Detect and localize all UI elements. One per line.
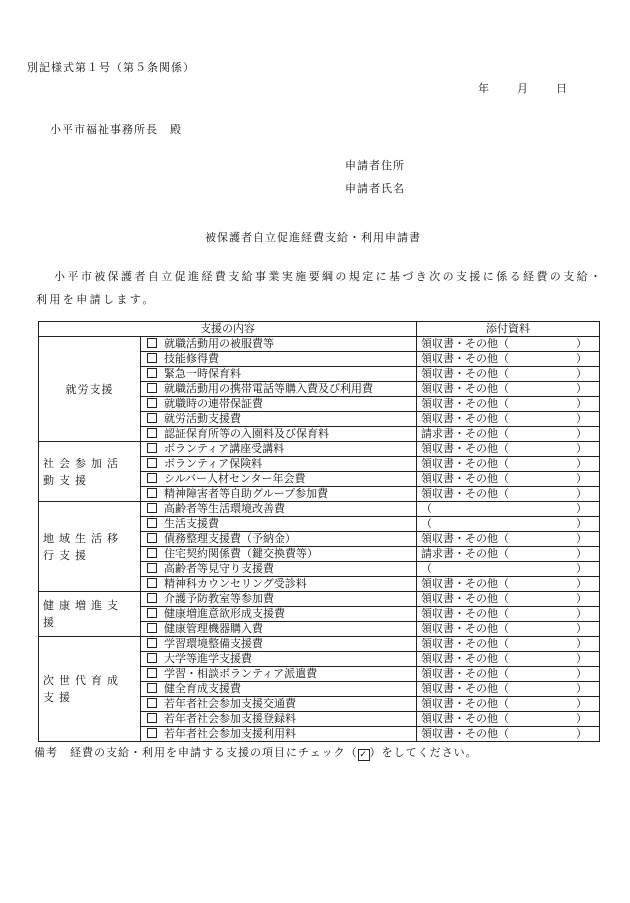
attachment-cell bbox=[417, 547, 600, 562]
attachment-label: 領収書・その他（ bbox=[421, 337, 509, 350]
attachment-cell bbox=[417, 712, 600, 727]
checkbox[interactable] bbox=[147, 368, 157, 378]
support-item-label: シルバー人材センター年会費 bbox=[164, 472, 306, 485]
attachment-label: 領収書・その他（ bbox=[421, 577, 509, 590]
support-table bbox=[38, 321, 600, 742]
support-item-label: 就職活動用の被服費等 bbox=[164, 337, 274, 350]
checkbox[interactable] bbox=[147, 713, 157, 723]
support-item-label: 介護予防教室等参加費 bbox=[164, 592, 274, 605]
support-item-label: 若年者社会参加支援交通費 bbox=[164, 697, 296, 710]
table-row bbox=[39, 592, 600, 607]
attachment-label: 領収書・その他（ bbox=[421, 607, 509, 620]
category-cell: 地域生活移行支援 bbox=[39, 502, 141, 592]
attachment-cell bbox=[417, 682, 600, 697]
support-item bbox=[141, 382, 417, 397]
attachment-close-paren: ） bbox=[576, 352, 587, 365]
support-item bbox=[141, 727, 417, 742]
attachment-close-paren: ） bbox=[576, 652, 587, 665]
support-item bbox=[141, 667, 417, 682]
attachment-label: 領収書・その他（ bbox=[421, 397, 509, 410]
attachment-cell bbox=[417, 622, 600, 637]
attachment-cell bbox=[417, 697, 600, 712]
support-item bbox=[141, 652, 417, 667]
attachment-cell bbox=[417, 337, 600, 352]
attachment-label: （ bbox=[421, 562, 432, 575]
attachment-cell bbox=[417, 427, 600, 442]
date-day-label: 日 bbox=[556, 82, 567, 95]
table-row bbox=[39, 442, 600, 457]
checkbox[interactable] bbox=[147, 503, 157, 513]
attachment-cell bbox=[417, 457, 600, 472]
support-item bbox=[141, 562, 417, 577]
attachment-cell bbox=[417, 382, 600, 397]
support-item-label: 高齢者等見守り支援費 bbox=[164, 562, 274, 575]
attachment-close-paren: ） bbox=[576, 382, 587, 395]
support-item-label: 精神科カウンセリング受診料 bbox=[164, 577, 307, 590]
support-item-label: 債務整理支援費（予納金） bbox=[164, 532, 296, 545]
attachment-label: 領収書・その他（ bbox=[421, 442, 509, 455]
support-item-label: 認証保育所等の入園料及び保育料 bbox=[164, 427, 329, 440]
support-item bbox=[141, 442, 417, 457]
support-item-label: ボランティア保険料 bbox=[164, 457, 263, 470]
support-item-label: 住宅契約関係費（鍵交換費等） bbox=[164, 547, 318, 560]
date-year-label: 年 bbox=[478, 82, 489, 95]
support-item-label: 健康増進意欲形成支援費 bbox=[164, 607, 285, 620]
attachment-label: 領収書・その他（ bbox=[421, 487, 509, 500]
support-item bbox=[141, 607, 417, 622]
attachment-cell bbox=[417, 577, 600, 592]
attachment-cell bbox=[417, 652, 600, 667]
addressee: 小平市福祉事務所長 殿 bbox=[50, 123, 182, 136]
support-item bbox=[141, 487, 417, 502]
table-row bbox=[39, 502, 600, 517]
checkbox[interactable] bbox=[147, 728, 157, 738]
attachment-close-paren: ） bbox=[576, 412, 587, 425]
attachment-close-paren: ） bbox=[576, 577, 587, 590]
support-item bbox=[141, 592, 417, 607]
checkbox[interactable] bbox=[147, 383, 157, 393]
checkbox[interactable] bbox=[147, 398, 157, 408]
checkbox[interactable] bbox=[147, 413, 157, 423]
attachment-label: 領収書・その他（ bbox=[421, 667, 509, 680]
support-item bbox=[141, 682, 417, 697]
support-item-label: 就職活動用の携帯電話等購入費及び利用費 bbox=[164, 382, 373, 395]
attachment-close-paren: ） bbox=[576, 472, 587, 485]
support-item-label: 高齢者等生活環境改善費 bbox=[164, 502, 285, 515]
support-item bbox=[141, 337, 417, 352]
attachment-close-paren: ） bbox=[576, 712, 587, 725]
attachment-close-paren: ） bbox=[576, 502, 587, 515]
support-item-label: 大学等進学支援費 bbox=[164, 652, 252, 665]
attachment-cell bbox=[417, 607, 600, 622]
document-title: 被保護者自立促進経費支給・利用申請書 bbox=[205, 231, 421, 244]
attachment-label: 領収書・その他（ bbox=[421, 412, 509, 425]
attachment-cell bbox=[417, 487, 600, 502]
support-item bbox=[141, 367, 417, 382]
note-suffix: ）をしてください。 bbox=[369, 746, 478, 759]
attachment-label: （ bbox=[421, 517, 432, 530]
attachment-label: 領収書・その他（ bbox=[421, 652, 509, 665]
checkbox[interactable] bbox=[147, 488, 157, 498]
attachment-close-paren: ） bbox=[576, 682, 587, 695]
support-item-label: 健康管理機器購入費 bbox=[164, 622, 263, 635]
checkbox[interactable] bbox=[147, 623, 157, 633]
attachment-cell bbox=[417, 502, 600, 517]
date-month-label: 月 bbox=[517, 82, 528, 95]
checkbox[interactable] bbox=[147, 563, 157, 573]
category-cell: 次世代育成支援 bbox=[39, 637, 141, 742]
checkbox[interactable] bbox=[147, 428, 157, 438]
attachment-close-paren: ） bbox=[576, 667, 587, 680]
checkbox[interactable] bbox=[147, 548, 157, 558]
support-item bbox=[141, 352, 417, 367]
note-prefix: 備考 経費の支給・利用を申請する支援の項目にチェック（ bbox=[34, 746, 358, 759]
attachment-close-paren: ） bbox=[576, 622, 587, 635]
attachment-cell bbox=[417, 352, 600, 367]
support-item bbox=[141, 622, 417, 637]
support-item bbox=[141, 397, 417, 412]
attachment-close-paren: ） bbox=[576, 562, 587, 575]
attachment-close-paren: ） bbox=[576, 337, 587, 350]
support-item bbox=[141, 472, 417, 487]
support-item-label: 若年者社会参加支援利用料 bbox=[164, 727, 296, 740]
checkbox[interactable] bbox=[147, 698, 157, 708]
attachment-close-paren: ） bbox=[576, 487, 587, 500]
attachment-cell bbox=[417, 637, 600, 652]
attachment-close-paren: ） bbox=[576, 397, 587, 410]
attachment-label: 領収書・その他（ bbox=[421, 682, 509, 695]
attachment-cell bbox=[417, 667, 600, 682]
support-item-label: 緊急一時保育料 bbox=[164, 367, 241, 380]
table-header-row bbox=[39, 322, 600, 337]
checkbox[interactable] bbox=[147, 593, 157, 603]
form-number: 別記様式第１号（第５条関係） bbox=[27, 61, 195, 74]
support-item-label: 技能修得費 bbox=[164, 352, 219, 365]
attachment-close-paren: ） bbox=[576, 727, 587, 740]
attachment-cell bbox=[417, 727, 600, 742]
support-item bbox=[141, 457, 417, 472]
attachment-cell bbox=[417, 412, 600, 427]
checkbox[interactable] bbox=[147, 533, 157, 543]
support-item-label: ボランティア講座受講料 bbox=[164, 442, 285, 455]
support-item bbox=[141, 547, 417, 562]
attachment-label: 領収書・その他（ bbox=[421, 727, 509, 740]
attachment-cell bbox=[417, 397, 600, 412]
checkbox[interactable] bbox=[147, 353, 157, 363]
table-row bbox=[39, 337, 600, 352]
attachment-close-paren: ） bbox=[576, 427, 587, 440]
attachment-close-paren: ） bbox=[576, 367, 587, 380]
attachment-close-paren: ） bbox=[576, 442, 587, 455]
support-item bbox=[141, 517, 417, 532]
attachment-label: 領収書・その他（ bbox=[421, 472, 509, 485]
support-item bbox=[141, 502, 417, 517]
checkbox[interactable] bbox=[147, 473, 157, 483]
note bbox=[34, 744, 478, 761]
support-item bbox=[141, 412, 417, 427]
attachment-label: 領収書・その他（ bbox=[421, 637, 509, 650]
attachment-close-paren: ） bbox=[576, 637, 587, 650]
category-cell: 社会参加活動支援 bbox=[39, 442, 141, 502]
attachment-label: 領収書・その他（ bbox=[421, 367, 509, 380]
attachment-cell bbox=[417, 562, 600, 577]
attachment-label: 領収書・その他（ bbox=[421, 592, 509, 605]
header-docs: 添付資料 bbox=[417, 322, 600, 337]
support-item bbox=[141, 427, 417, 442]
support-item-label: 就労活動支援費 bbox=[164, 412, 241, 425]
checkbox[interactable] bbox=[147, 458, 157, 468]
checkbox[interactable] bbox=[147, 668, 157, 678]
attachment-cell bbox=[417, 442, 600, 457]
attachment-cell bbox=[417, 532, 600, 547]
check-mark-icon: ✓ bbox=[359, 750, 368, 760]
attachment-close-paren: ） bbox=[576, 457, 587, 470]
attachment-label: 領収書・その他（ bbox=[421, 622, 509, 635]
applicant-address-label: 申請者住所 bbox=[345, 159, 405, 172]
attachment-cell bbox=[417, 367, 600, 382]
attachment-close-paren: ） bbox=[576, 697, 587, 710]
checkbox[interactable] bbox=[147, 608, 157, 618]
attachment-close-paren: ） bbox=[576, 517, 587, 530]
checkbox[interactable] bbox=[147, 638, 157, 648]
attachment-label: 領収書・その他（ bbox=[421, 697, 509, 710]
attachment-label: 請求書・その他（ bbox=[421, 427, 509, 440]
attachment-label: 領収書・その他（ bbox=[421, 712, 509, 725]
checkbox[interactable] bbox=[147, 338, 157, 348]
checkbox[interactable] bbox=[147, 683, 157, 693]
support-item-label: 若年者社会参加支援登録料 bbox=[164, 712, 296, 725]
support-item-label: 学習環境整備支援費 bbox=[164, 637, 263, 650]
attachment-close-paren: ） bbox=[576, 547, 587, 560]
attachment-label: 領収書・その他（ bbox=[421, 352, 509, 365]
category-cell: 就労支援 bbox=[39, 337, 141, 442]
attachment-cell bbox=[417, 517, 600, 532]
checkbox[interactable] bbox=[147, 578, 157, 588]
support-item bbox=[141, 712, 417, 727]
category-cell: 健康増進支援 bbox=[39, 592, 141, 637]
attachment-label: （ bbox=[421, 502, 432, 515]
support-item-label: 生活支援費 bbox=[164, 517, 219, 530]
header-support: 支援の内容 bbox=[39, 322, 417, 337]
support-item-label: 健全育成支援費 bbox=[164, 682, 241, 695]
attachment-close-paren: ） bbox=[576, 532, 587, 545]
attachment-label: 領収書・その他（ bbox=[421, 382, 509, 395]
date-line bbox=[478, 80, 567, 96]
support-item-label: 精神障害者等自助グループ参加費 bbox=[164, 487, 329, 500]
checkbox[interactable] bbox=[147, 518, 157, 528]
support-item bbox=[141, 577, 417, 592]
support-item-label: 学習・相談ボランティア派遣費 bbox=[164, 667, 318, 680]
attachment-label: 領収書・その他（ bbox=[421, 457, 509, 470]
checkbox[interactable] bbox=[147, 653, 157, 663]
attachment-cell bbox=[417, 592, 600, 607]
support-item-label: 就職時の連帯保証費 bbox=[164, 397, 263, 410]
applicant-name-label: 申請者氏名 bbox=[345, 182, 405, 195]
support-item bbox=[141, 697, 417, 712]
attachment-close-paren: ） bbox=[576, 607, 587, 620]
support-item bbox=[141, 532, 417, 547]
attachment-cell bbox=[417, 472, 600, 487]
checkbox[interactable] bbox=[147, 443, 157, 453]
table-row bbox=[39, 637, 600, 652]
support-item bbox=[141, 637, 417, 652]
attachment-label: 領収書・その他（ bbox=[421, 532, 509, 545]
attachment-label: 請求書・その他（ bbox=[421, 547, 509, 560]
body-text: 小平市被保護者自立促進経費支給事業実施要綱の規定に基づき次の支援に係る経費の支給・利用を申請します。 bbox=[36, 270, 604, 306]
attachment-close-paren: ） bbox=[576, 592, 587, 605]
